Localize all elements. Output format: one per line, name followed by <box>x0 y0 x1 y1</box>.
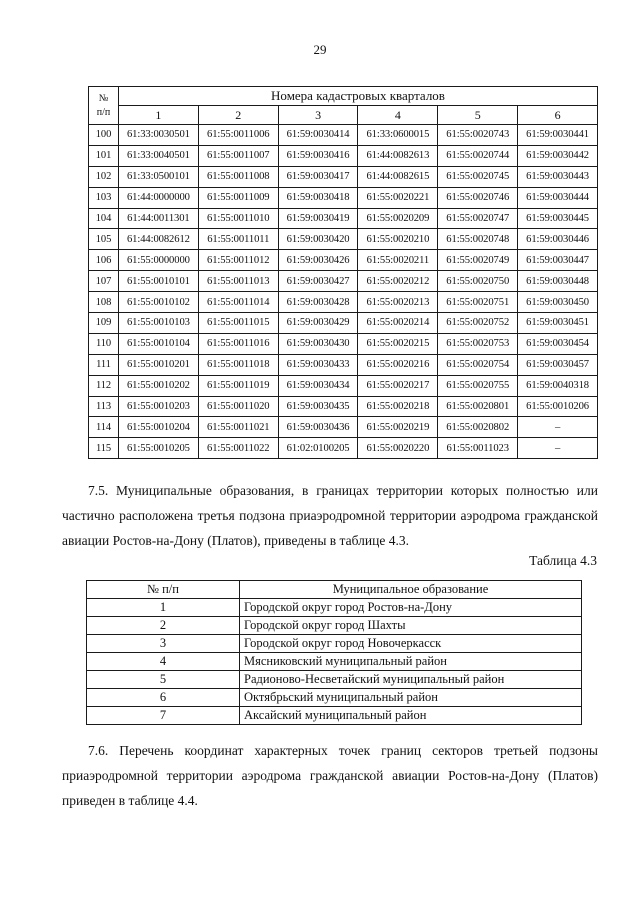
municipality-name: Радионово-Несветайский муниципальный район <box>240 671 582 689</box>
cadastral-number-cell: 61:55:0020754 <box>438 354 518 375</box>
cadastral-number-cell: 61:59:0030443 <box>518 166 598 187</box>
cadastral-number-cell: 61:55:0011014 <box>198 292 278 313</box>
cadastral-number-cell: 61:55:0011023 <box>438 438 518 459</box>
table-row <box>87 599 582 617</box>
cadastral-number-cell: 61:44:0000000 <box>119 187 199 208</box>
municipalities-table <box>86 580 582 725</box>
cadastral-number-cell: – <box>518 438 598 459</box>
mun-header-name: Муниципальное образование <box>240 581 582 599</box>
column-number-header: 6 <box>518 106 598 125</box>
row-number: 105 <box>89 229 119 250</box>
cadastral-number-cell: 61:55:0020212 <box>358 271 438 292</box>
cadastral-number-cell: 61:59:0030451 <box>518 313 598 334</box>
cadastral-table-body <box>89 125 598 459</box>
cadastral-number-cell: 61:55:0020751 <box>438 292 518 313</box>
table-row <box>87 653 582 671</box>
table-row <box>87 635 582 653</box>
mun-header-number: № п/п <box>87 581 240 599</box>
cadastral-number-cell: 61:33:0500101 <box>119 166 199 187</box>
table-row <box>89 229 598 250</box>
row-number: 113 <box>89 396 119 417</box>
cadastral-number-cell: 61:55:0020218 <box>358 396 438 417</box>
municipality-name: Городской округ город Шахты <box>240 617 582 635</box>
municipality-number: 1 <box>87 599 240 617</box>
cadastral-number-cell: 61:55:0020801 <box>438 396 518 417</box>
cadastral-number-cell: 61:59:0030441 <box>518 125 598 146</box>
cadastral-number-cell: 61:55:0011012 <box>198 250 278 271</box>
cadastral-number-cell: 61:59:0030419 <box>278 208 358 229</box>
municipality-name: Октябрьский муниципальный район <box>240 689 582 707</box>
cadastral-number-cell: – <box>518 417 598 438</box>
cadastral-number-cell: 61:55:0020216 <box>358 354 438 375</box>
table-row <box>89 354 598 375</box>
cadastral-number-cell: 61:59:0030446 <box>518 229 598 250</box>
row-number: 101 <box>89 145 119 166</box>
row-number: 100 <box>89 125 119 146</box>
cadastral-number-cell: 61:33:0030501 <box>119 125 199 146</box>
cadastral-number-cell: 61:55:0020219 <box>358 417 438 438</box>
cadastral-number-cell: 61:44:0082615 <box>358 166 438 187</box>
table-row <box>89 145 598 166</box>
cadastral-number-cell: 61:55:0011016 <box>198 333 278 354</box>
cadastral-number-cell: 61:55:0011008 <box>198 166 278 187</box>
cadastral-number-cell: 61:55:0020753 <box>438 333 518 354</box>
np-header <box>89 87 119 125</box>
cadastral-number-cell: 61:55:0011021 <box>198 417 278 438</box>
cadastral-number-cell: 61:55:0000000 <box>119 250 199 271</box>
column-number-row <box>89 106 598 125</box>
municipality-number: 5 <box>87 671 240 689</box>
cadastral-number-cell: 61:55:0020221 <box>358 187 438 208</box>
municipalities-table-body <box>87 599 582 725</box>
cadastral-number-cell: 61:55:0010205 <box>119 438 199 459</box>
cadastral-number-cell: 61:59:0030417 <box>278 166 358 187</box>
cadastral-number-cell: 61:59:0030445 <box>518 208 598 229</box>
table-row <box>89 333 598 354</box>
np-header-line-1: № <box>98 92 109 104</box>
table-row <box>89 417 598 438</box>
column-number-header: 3 <box>278 106 358 125</box>
cadastral-number-cell: 61:55:0010102 <box>119 292 199 313</box>
row-number: 112 <box>89 375 119 396</box>
row-number: 106 <box>89 250 119 271</box>
table-row <box>89 313 598 334</box>
cadastral-quarters-table <box>88 86 598 459</box>
cadastral-number-cell: 61:55:0020210 <box>358 229 438 250</box>
row-number: 115 <box>89 438 119 459</box>
cadastral-number-cell: 61:55:0020746 <box>438 187 518 208</box>
cadastral-number-cell: 61:55:0010203 <box>119 396 199 417</box>
cadastral-number-cell: 61:55:0010206 <box>518 396 598 417</box>
row-number: 103 <box>89 187 119 208</box>
table-row <box>89 438 598 459</box>
municipality-name: Городской округ город Новочеркасск <box>240 635 582 653</box>
cadastral-number-cell: 61:55:0020744 <box>438 145 518 166</box>
cadastral-number-cell: 61:59:0030428 <box>278 292 358 313</box>
row-number: 110 <box>89 333 119 354</box>
table-row <box>87 671 582 689</box>
municipality-name: Городской округ город Ростов-на-Дону <box>240 599 582 617</box>
table-row <box>89 208 598 229</box>
cadastral-number-cell: 61:33:0600015 <box>358 125 438 146</box>
cadastral-number-cell: 61:55:0010104 <box>119 333 199 354</box>
cadastral-number-cell: 61:55:0020747 <box>438 208 518 229</box>
cadastral-number-cell: 61:59:0030442 <box>518 145 598 166</box>
table-row <box>89 271 598 292</box>
column-number-header: 2 <box>198 106 278 125</box>
cadastral-number-cell: 61:59:0030418 <box>278 187 358 208</box>
cadastral-number-cell: 61:59:0030450 <box>518 292 598 313</box>
cadastral-number-cell: 61:59:0030454 <box>518 333 598 354</box>
municipality-number: 6 <box>87 689 240 707</box>
cadastral-number-cell: 61:55:0011020 <box>198 396 278 417</box>
cadastral-number-cell: 61:55:0011015 <box>198 313 278 334</box>
table-row <box>87 689 582 707</box>
cadastral-number-cell: 61:59:0030429 <box>278 313 358 334</box>
table-row <box>87 707 582 725</box>
cadastral-number-cell: 61:44:0082612 <box>119 229 199 250</box>
municipality-number: 7 <box>87 707 240 725</box>
row-number: 107 <box>89 271 119 292</box>
row-number: 111 <box>89 354 119 375</box>
cadastral-group-header: Номера кадастровых кварталов <box>119 87 598 106</box>
table-row <box>89 125 598 146</box>
cadastral-number-cell: 61:55:0020749 <box>438 250 518 271</box>
table-row <box>89 187 598 208</box>
cadastral-number-cell: 61:55:0020213 <box>358 292 438 313</box>
table-row <box>89 166 598 187</box>
cadastral-number-cell: 61:59:0030420 <box>278 229 358 250</box>
cadastral-number-cell: 61:55:0010201 <box>119 354 199 375</box>
table-row <box>89 375 598 396</box>
table-4-3-caption: Таблица 4.3 <box>529 553 597 568</box>
cadastral-number-cell: 61:44:0082613 <box>358 145 438 166</box>
cadastral-number-cell: 61:59:0030448 <box>518 271 598 292</box>
row-number: 114 <box>89 417 119 438</box>
cadastral-number-cell: 61:55:0010204 <box>119 417 199 438</box>
table-row <box>89 396 598 417</box>
cadastral-number-cell: 61:59:0030457 <box>518 354 598 375</box>
cadastral-number-cell: 61:59:0030435 <box>278 396 358 417</box>
municipality-number: 2 <box>87 617 240 635</box>
municipality-number: 3 <box>87 635 240 653</box>
cadastral-number-cell: 61:55:0020755 <box>438 375 518 396</box>
cadastral-number-cell: 61:55:0020802 <box>438 417 518 438</box>
cadastral-number-cell: 61:44:0011301 <box>119 208 199 229</box>
cadastral-number-cell: 61:55:0011010 <box>198 208 278 229</box>
cadastral-number-cell: 61:55:0020217 <box>358 375 438 396</box>
cadastral-number-cell: 61:59:0030436 <box>278 417 358 438</box>
cadastral-number-cell: 61:55:0010103 <box>119 313 199 334</box>
cadastral-number-cell: 61:55:0011007 <box>198 145 278 166</box>
cadastral-number-cell: 61:02:0100205 <box>278 438 358 459</box>
cadastral-number-cell: 61:55:0011011 <box>198 229 278 250</box>
cadastral-number-cell: 61:55:0011022 <box>198 438 278 459</box>
cadastral-number-cell: 61:55:0020220 <box>358 438 438 459</box>
cadastral-number-cell: 61:55:0011009 <box>198 187 278 208</box>
row-number: 102 <box>89 166 119 187</box>
cadastral-number-cell: 61:59:0030434 <box>278 375 358 396</box>
cadastral-number-cell: 61:59:0030444 <box>518 187 598 208</box>
cadastral-number-cell: 61:55:0020215 <box>358 333 438 354</box>
cadastral-number-cell: 61:55:0020745 <box>438 166 518 187</box>
cadastral-number-cell: 61:55:0020750 <box>438 271 518 292</box>
row-number: 108 <box>89 292 119 313</box>
column-number-header: 5 <box>438 106 518 125</box>
cadastral-number-cell: 61:55:0020211 <box>358 250 438 271</box>
cadastral-number-cell: 61:59:0040318 <box>518 375 598 396</box>
cadastral-number-cell: 61:59:0030426 <box>278 250 358 271</box>
cadastral-number-cell: 61:55:0020743 <box>438 125 518 146</box>
cadastral-number-cell: 61:59:0030447 <box>518 250 598 271</box>
cadastral-number-cell: 61:59:0030430 <box>278 333 358 354</box>
cadastral-number-cell: 61:55:0010101 <box>119 271 199 292</box>
cadastral-number-cell: 61:59:0030414 <box>278 125 358 146</box>
municipality-number: 4 <box>87 653 240 671</box>
paragraph-7-5: 7.5. Муниципальные образования, в границах территории которых полностью или частично расположена третья подзона приаэродромной территории аэродрома гражданской авиации Ростов-на-Дону (Платов), приведены в таблице 4.3. <box>62 483 598 548</box>
cadastral-number-cell: 61:59:0030416 <box>278 145 358 166</box>
page-number: 29 <box>313 42 327 57</box>
cadastral-number-cell: 61:55:0011018 <box>198 354 278 375</box>
row-number: 109 <box>89 313 119 334</box>
cadastral-number-cell: 61:33:0040501 <box>119 145 199 166</box>
cadastral-number-cell: 61:55:0011019 <box>198 375 278 396</box>
column-number-header: 4 <box>358 106 438 125</box>
municipality-name: Мясниковский муниципальный район <box>240 653 582 671</box>
row-number: 104 <box>89 208 119 229</box>
table-row <box>89 250 598 271</box>
cadastral-number-cell: 61:55:0020752 <box>438 313 518 334</box>
cadastral-number-cell: 61:55:0010202 <box>119 375 199 396</box>
cadastral-number-cell: 61:59:0030427 <box>278 271 358 292</box>
cadastral-number-cell: 61:55:0020214 <box>358 313 438 334</box>
cadastral-number-cell: 61:59:0030433 <box>278 354 358 375</box>
table-row <box>89 292 598 313</box>
cadastral-number-cell: 61:55:0011006 <box>198 125 278 146</box>
municipality-name: Аксайский муниципальный район <box>240 707 582 725</box>
cadastral-number-cell: 61:55:0011013 <box>198 271 278 292</box>
paragraph-7-6: 7.6. Перечень координат характерных точек границ секторов третьей подзоны приаэродромной территории аэродрома гражданской авиации Ростов-на-Дону (Платов) приведен в таблице 4.4. <box>62 743 598 808</box>
table-row <box>87 617 582 635</box>
cadastral-number-cell: 61:55:0020209 <box>358 208 438 229</box>
np-header-line-2: п/п <box>96 106 111 118</box>
column-number-header: 1 <box>119 106 199 125</box>
cadastral-number-cell: 61:55:0020748 <box>438 229 518 250</box>
